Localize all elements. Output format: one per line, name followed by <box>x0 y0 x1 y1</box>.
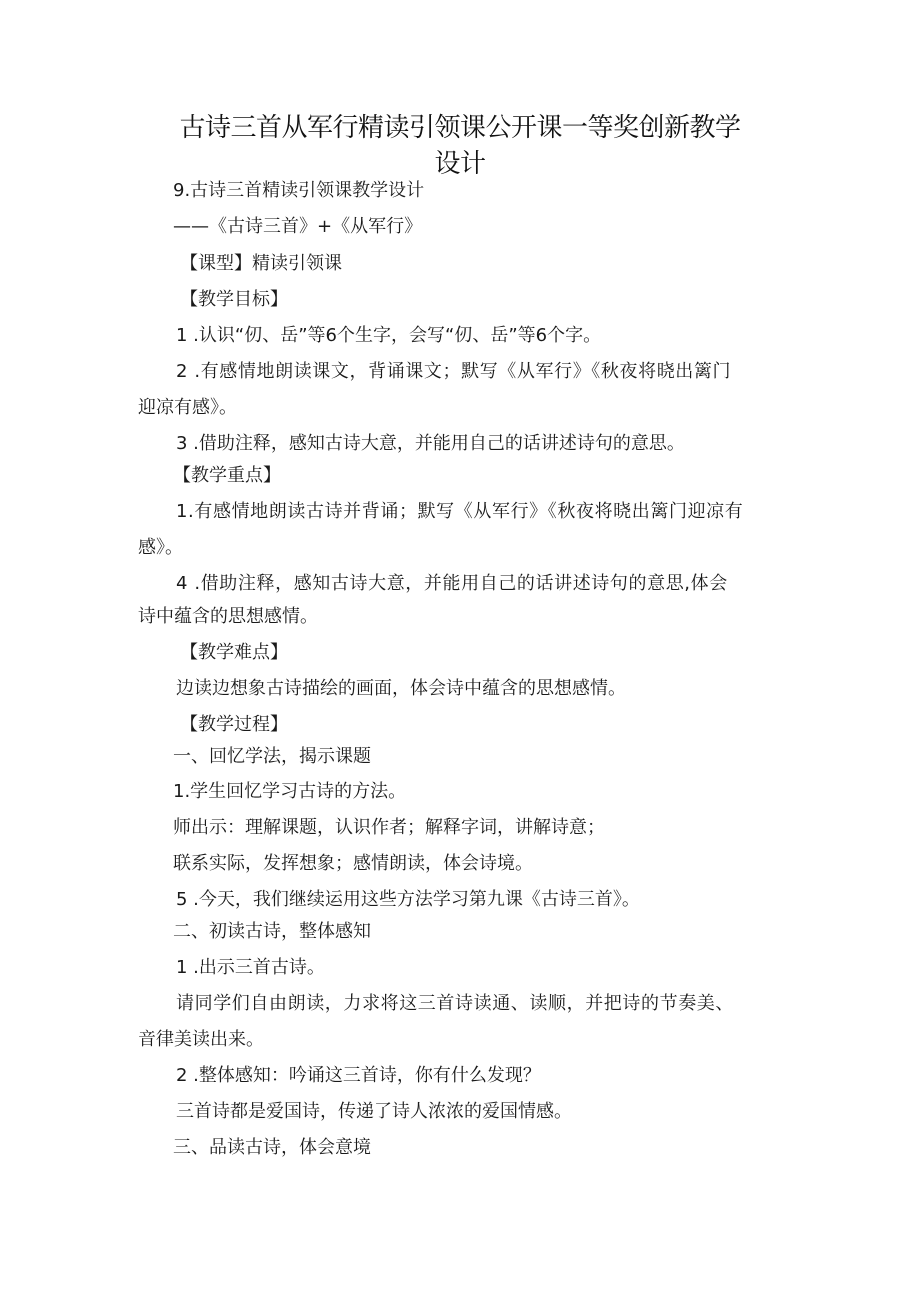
lesson-heading: 9.古诗三首精读引领课教学设计 <box>173 180 425 201</box>
section-heading-difficulties: 【教学难点】 <box>180 642 288 663</box>
goal-item: 2 .有感情地朗读课文，背诵课文；默写《从军行》《秋夜将晓出篱门 <box>176 361 732 382</box>
document-title-line-2: 设计 <box>434 149 486 179</box>
key-point-item-continuation: 感》。 <box>138 537 183 558</box>
process-item: 1.学生回忆学习古诗的方法。 <box>173 781 407 802</box>
key-point-item: 1.有感情地朗读古诗并背诵；默写《从军行》《秋夜将晓出篱门迎凉有 <box>176 501 744 522</box>
section-heading-key-points: 【教学重点】 <box>173 465 281 486</box>
lesson-subheading: ——《古诗三首》+《从军行》 <box>173 216 423 237</box>
process-item: 联系实际，发挥想象；感情朗读，体会诗境。 <box>173 853 533 874</box>
process-step-heading: 二、初读古诗，整体感知 <box>173 921 371 942</box>
goal-item: 1 .认识“仞、岳”等6个生字，会写“仞、岳”等6个字。 <box>176 325 602 346</box>
process-item: 三首诗都是爱国诗，传递了诗人浓浓的爱国情感。 <box>176 1101 572 1122</box>
difficulty-item: 边读边想象古诗描绘的画面，体会诗中蕴含的思想感情。 <box>176 678 626 699</box>
section-heading-process: 【教学过程】 <box>180 714 288 735</box>
process-step-heading: 三、品读古诗，体会意境 <box>173 1137 371 1158</box>
process-item: 2 .整体感知：吟诵这三首诗，你有什么发现？ <box>176 1065 541 1086</box>
goal-item-continuation: 迎凉有感》。 <box>138 397 237 418</box>
process-item: 5 .今天，我们继续运用这些方法学习第九课《古诗三首》。 <box>176 889 640 910</box>
process-item-continuation: 音律美读出来。 <box>138 1029 264 1050</box>
course-type: 【课型】精读引领课 <box>180 253 342 274</box>
key-point-item: 4 .借助注释，感知古诗大意，并能用自己的话讲述诗句的意思,体会 <box>176 573 728 594</box>
process-step-heading: 一、回忆学法，揭示课题 <box>173 746 371 767</box>
key-point-item-continuation: 诗中蕴含的思想感情。 <box>138 606 318 627</box>
process-item: 请同学们自由朗读，力求将这三首诗读通、读顺，并把诗的节奏美、 <box>176 993 734 1014</box>
process-item: 1 .出示三首古诗。 <box>176 957 325 978</box>
goal-item: 3 .借助注释，感知古诗大意，并能用自己的话讲述诗句的意思。 <box>176 433 685 454</box>
document-title-line-1: 古诗三首从军行精读引领课公开课一等奖创新教学 <box>179 113 741 143</box>
section-heading-goals: 【教学目标】 <box>180 289 288 310</box>
process-item: 师出示：理解课题，认识作者；解释字词，讲解诗意； <box>173 817 605 838</box>
